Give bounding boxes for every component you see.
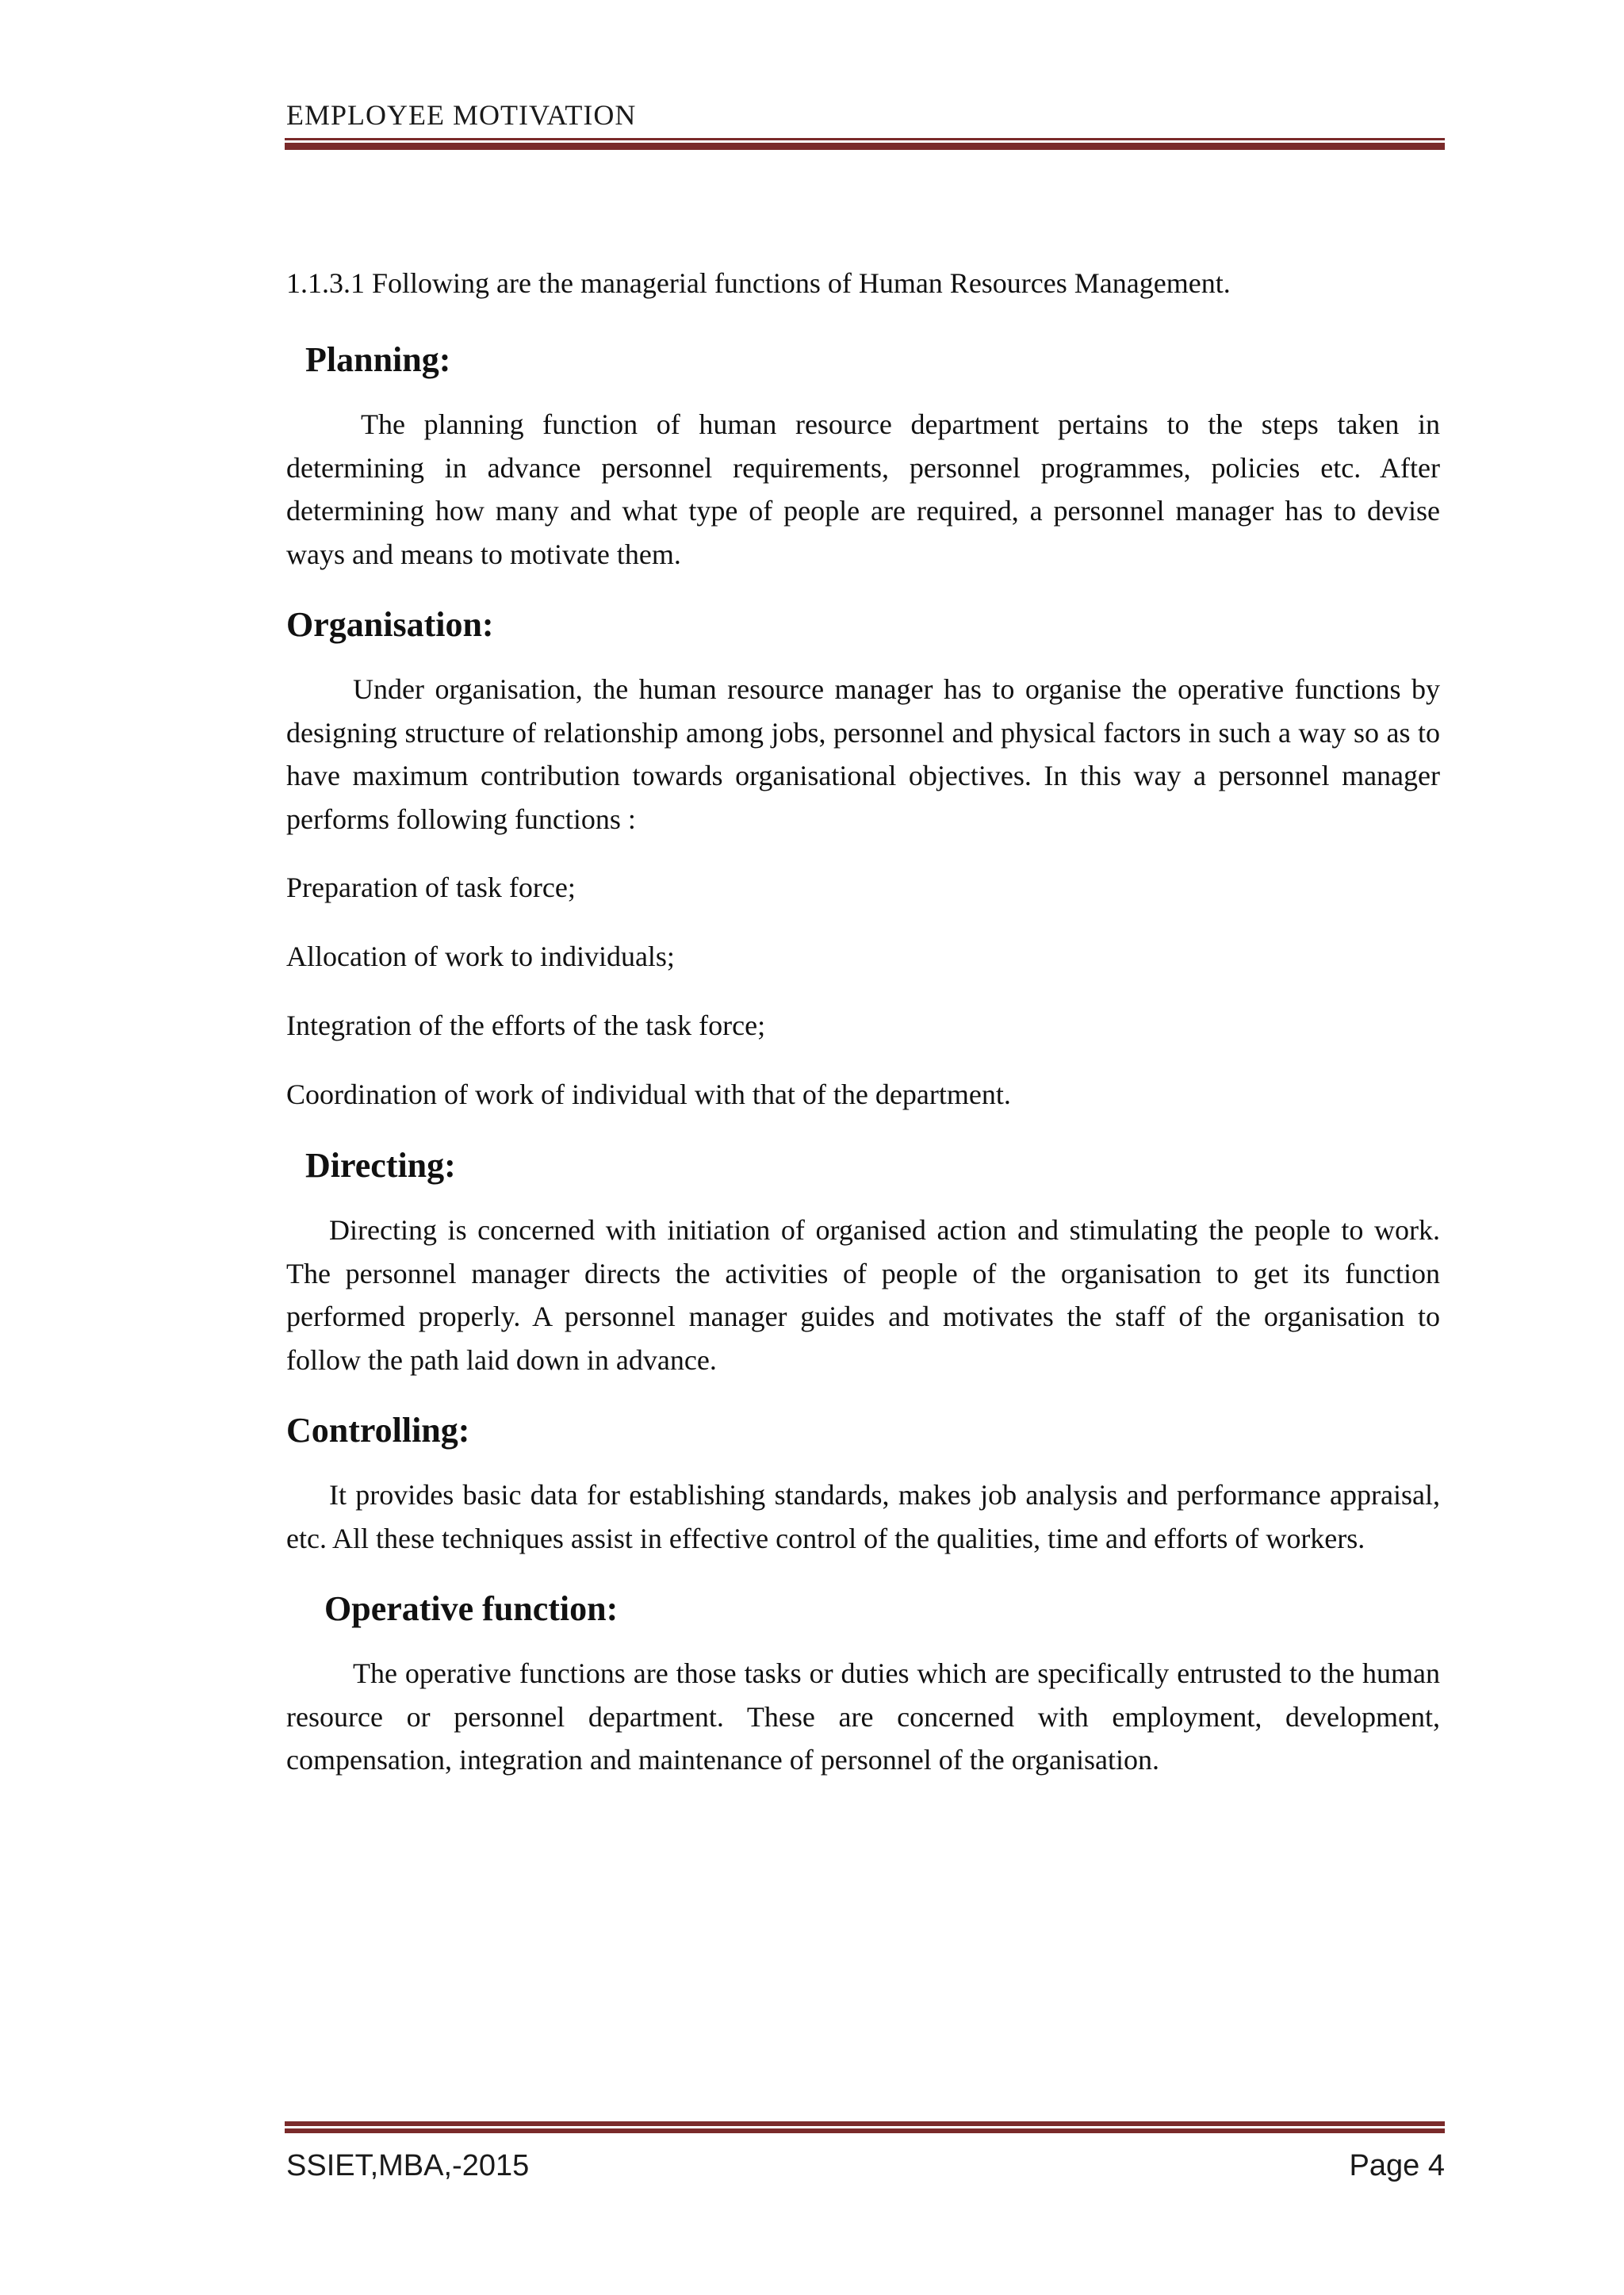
section-heading-directing: Directing: [305,1146,456,1185]
organisation-list-item-3: Integration of the efforts of the task force; [286,1010,766,1041]
organisation-list-item-4: Coordination of work of individual with that of the department. [286,1079,1011,1110]
header-rule [285,138,1445,150]
intro-line: 1.1.3.1 Following are the managerial functions of Human Resources Management. [286,267,1231,299]
section-heading-organisation: Organisation: [286,605,494,644]
footer-institution: SSIET,MBA,-2015 [286,2149,530,2182]
section-heading-planning: Planning: [305,340,451,379]
directing-paragraph: Directing is concerned with initiation of organised action and stimulating the people to work. The personnel manager directs the activities of people of the organisation to get its function performed properly. A personnel manager guides and motivates the staff of the organisation to follow the path laid down in advance. [286,1214,1440,1376]
section-heading-operative-function: Operative function: [324,1589,619,1628]
page-body [286,262,1440,1807]
organisation-list-item-1: Preparation of task force; [286,872,576,903]
organisation-list-item-2: Allocation of work to individuals; [286,941,675,972]
controlling-paragraph: It provides basic data for establishing standards, makes job analysis and performance appraisal, etc. All these techniques assist in effective control of the qualities, time and efforts of workers. [286,1479,1440,1554]
running-header: EMPLOYEE MOTIVATION [286,99,637,131]
planning-paragraph: The planning function of human resource department pertains to the steps taken in determining in advance personnel requirements, personnel programmes, policies etc. After determining how many and what type of people are required, a personnel manager has to devise ways and means to motivate them. [286,408,1440,570]
header-rule-thick-line [285,143,1445,150]
operative-function-paragraph: The operative functions are those tasks or duties which are specifically entrusted to the human resource or personnel department. These are concerned with employment, development, compensation, integration and maintenance of personnel of the organisation. [286,1657,1440,1776]
footer-page-number: Page 4 [1349,2149,1445,2182]
organisation-paragraph: Under organisation, the human resource manager has to organise the operative functions by designing structure of relationship among jobs, personnel and physical factors in such a way so as to have maximum contribution towards organisational objectives. In this way a personnel manager performs following functions : [286,673,1440,835]
footer-rule [285,2121,1445,2133]
section-heading-controlling: Controlling: [286,1411,470,1450]
footer-rule-thin-line [285,2128,1445,2133]
